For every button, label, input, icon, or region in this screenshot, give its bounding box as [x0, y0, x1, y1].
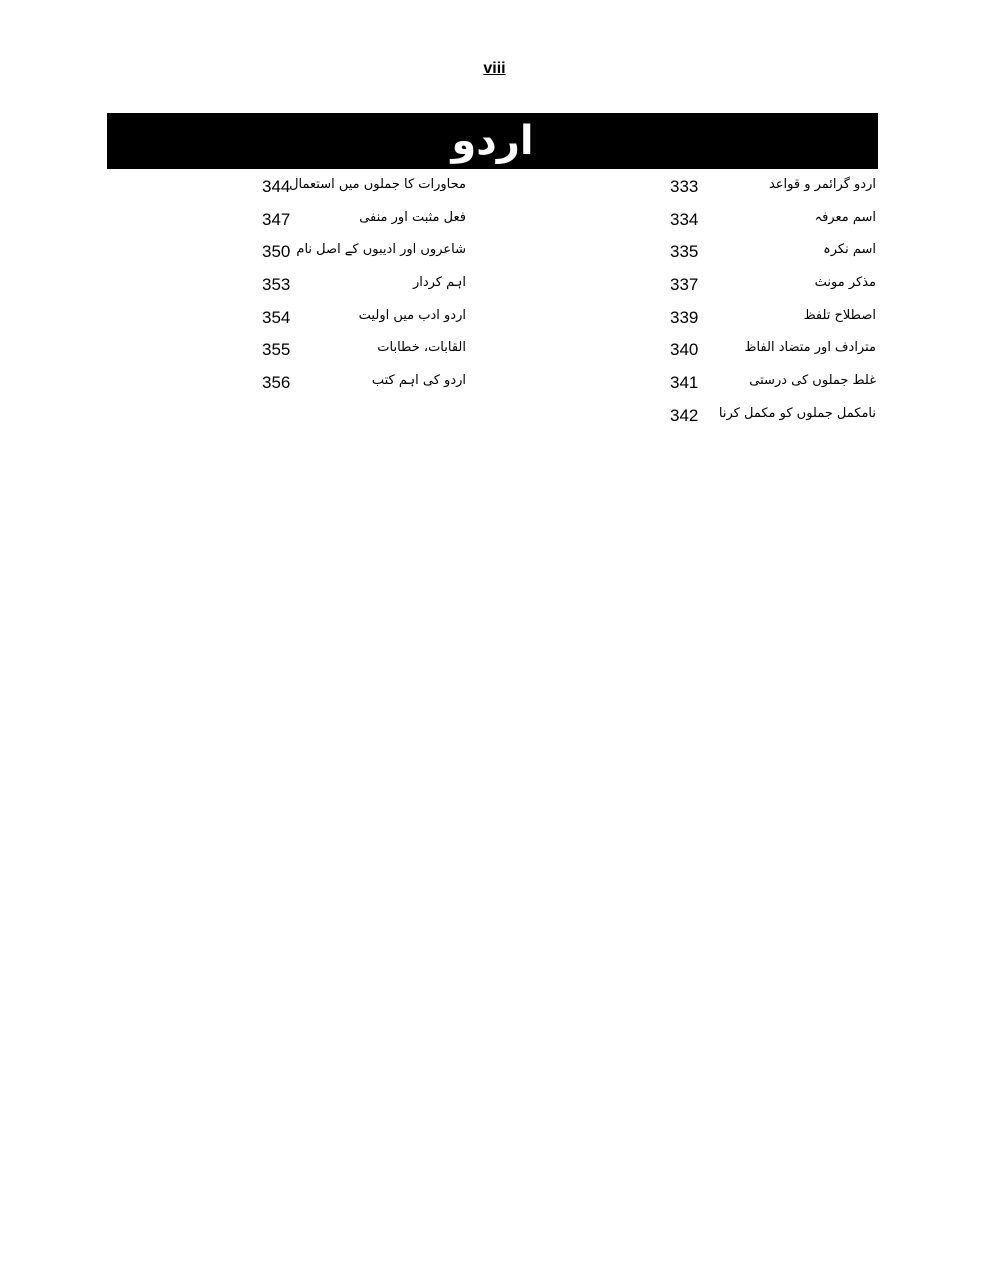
toc-page-number: 335 — [670, 242, 699, 262]
toc-page-number: 341 — [670, 373, 699, 393]
toc-entry[interactable] — [660, 207, 876, 240]
toc-entry[interactable] — [252, 337, 466, 370]
toc-page-number: 339 — [670, 307, 699, 327]
toc-entry-title: اردو گرائمر و قواعد — [768, 177, 876, 192]
toc-page-number: 353 — [262, 275, 291, 295]
toc-entry[interactable] — [252, 305, 466, 338]
toc-entry-title: غلط جملوں کی درستی — [749, 373, 876, 389]
toc-entry[interactable] — [252, 239, 466, 272]
toc-entry[interactable] — [660, 337, 876, 370]
toc-page-number: 342 — [670, 405, 699, 425]
toc-page-number: 355 — [262, 340, 291, 360]
toc-entry[interactable] — [660, 174, 876, 207]
page-number: viii — [483, 60, 506, 77]
toc-entry-title: القابات، خطابات — [377, 340, 466, 356]
toc-entry-title: مترادف اور متضاد الفاظ — [744, 340, 876, 356]
toc-entry-title: اردو ادب میں اولیت — [358, 307, 466, 323]
toc-entry-title: شاعروں اور ادیبوں کے اصل نام — [296, 242, 466, 258]
section-banner — [107, 113, 878, 169]
section-title: اردو — [451, 118, 534, 164]
toc-entry-title: اسم نکرہ — [823, 242, 876, 258]
toc-entry[interactable] — [660, 239, 876, 272]
toc-page-number: 337 — [670, 275, 699, 295]
toc-entry-title: اصطلاح تلفظ — [803, 307, 876, 323]
toc-entry[interactable] — [660, 403, 876, 436]
toc-page-number: 334 — [670, 209, 699, 229]
toc-right-column — [660, 174, 876, 436]
toc-entry[interactable] — [660, 272, 876, 305]
toc-left-column — [252, 174, 466, 403]
toc-entry-title: اہم کردار — [412, 275, 466, 291]
toc-entry-title: فعل مثبت اور منفی — [359, 209, 466, 225]
toc-entry-title: اسم معرفہ — [814, 209, 876, 225]
toc-entry[interactable] — [252, 370, 466, 403]
toc-page-number: 340 — [670, 340, 699, 360]
toc-page-number: 354 — [262, 307, 291, 327]
toc-entry-title: مذکر مونث — [814, 275, 876, 291]
toc-entry[interactable] — [252, 207, 466, 240]
toc-entry[interactable] — [660, 305, 876, 338]
toc-entry-title: محاورات کا جملوں میں استعمال — [289, 177, 466, 192]
toc-page-number: 350 — [262, 242, 291, 262]
toc-entry-title: اردو کی اہم کتب — [371, 373, 466, 389]
toc-page-number: 344 — [262, 177, 291, 196]
toc-entry[interactable] — [252, 174, 466, 207]
toc-page-number: 347 — [262, 209, 291, 229]
toc-page-number: 333 — [670, 177, 699, 196]
toc-entry[interactable] — [252, 272, 466, 305]
toc-page-number: 356 — [262, 373, 291, 393]
toc-entry[interactable] — [660, 370, 876, 403]
toc-entry-title: نامکمل جملوں کو مکمل کرنا — [718, 405, 876, 421]
